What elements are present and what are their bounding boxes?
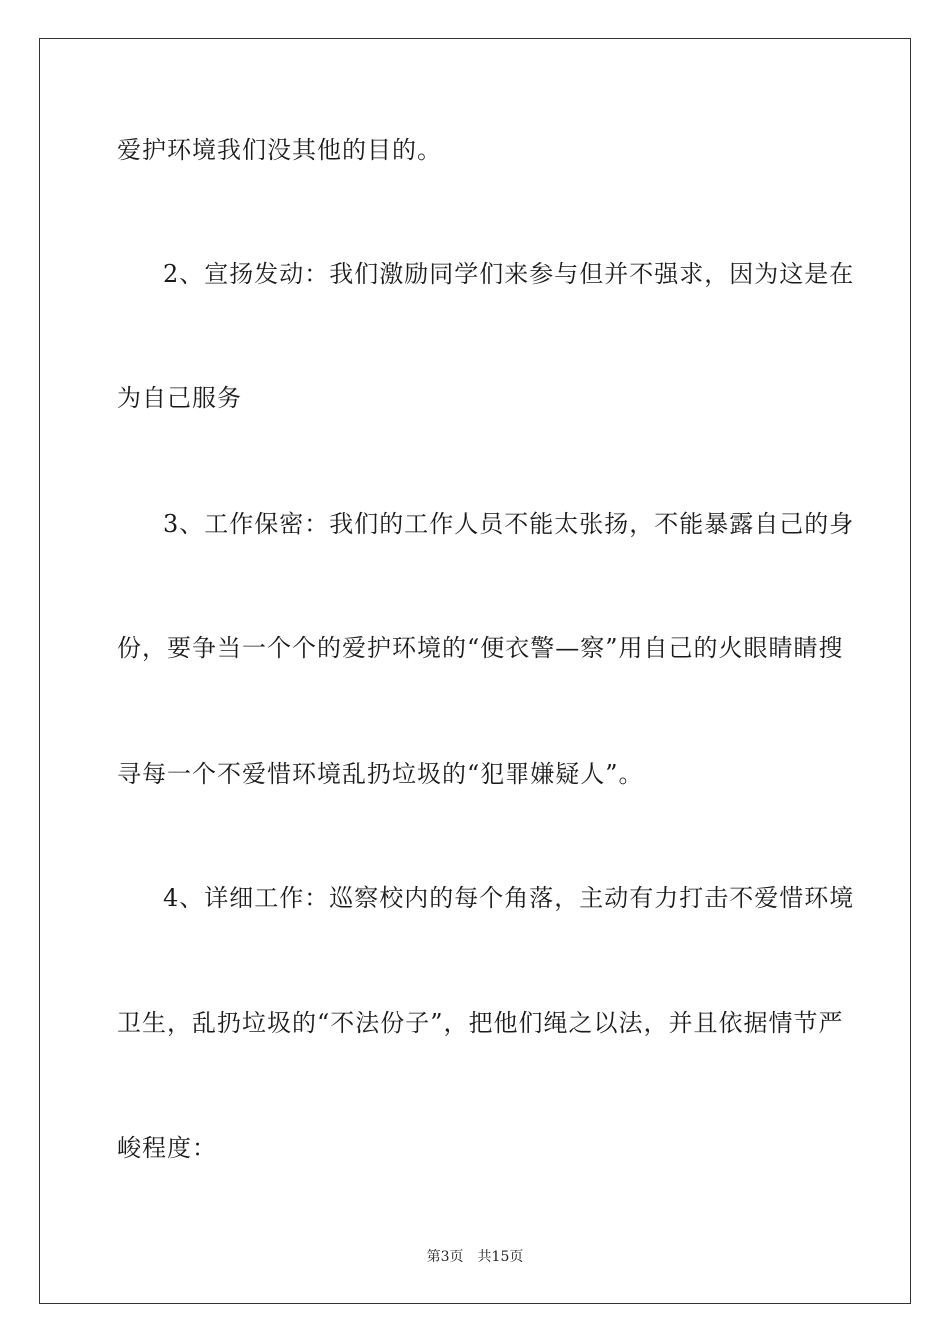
page-border (39, 38, 911, 1304)
text-line: 爱护环境我们没其他的目的。 (117, 136, 442, 164)
text-line: 寻每一个不爱惜环境乱扔垃圾的“犯罪嫌疑人”。 (117, 760, 644, 788)
page-number: 第3页 (426, 1249, 464, 1265)
text-line: 份，要争当一个个的爱护环境的“便衣警—察”用自己的火眼睛睛搜 (117, 634, 844, 662)
text-line: 峻程度： (117, 1134, 217, 1162)
text-line-item-3: 3、工作保密：我们的工作人员不能太张扬，不能暴露自己的身 (163, 510, 855, 538)
text-line-item-2: 2、宣扬发动：我们激励同学们来参与但并不强求，因为这是在 (163, 260, 855, 288)
text-line: 卫生，乱扔垃圾的“不法份子”，把他们绳之以法，并且依据情节严 (117, 1009, 844, 1037)
text-line: 为自己服务 (117, 384, 242, 412)
page-total: 共15页 (477, 1249, 524, 1265)
text-line-item-4: 4、详细工作：巡察校内的每个角落，主动有力打击不爱惜环境 (163, 884, 855, 912)
page-footer (0, 1248, 950, 1266)
